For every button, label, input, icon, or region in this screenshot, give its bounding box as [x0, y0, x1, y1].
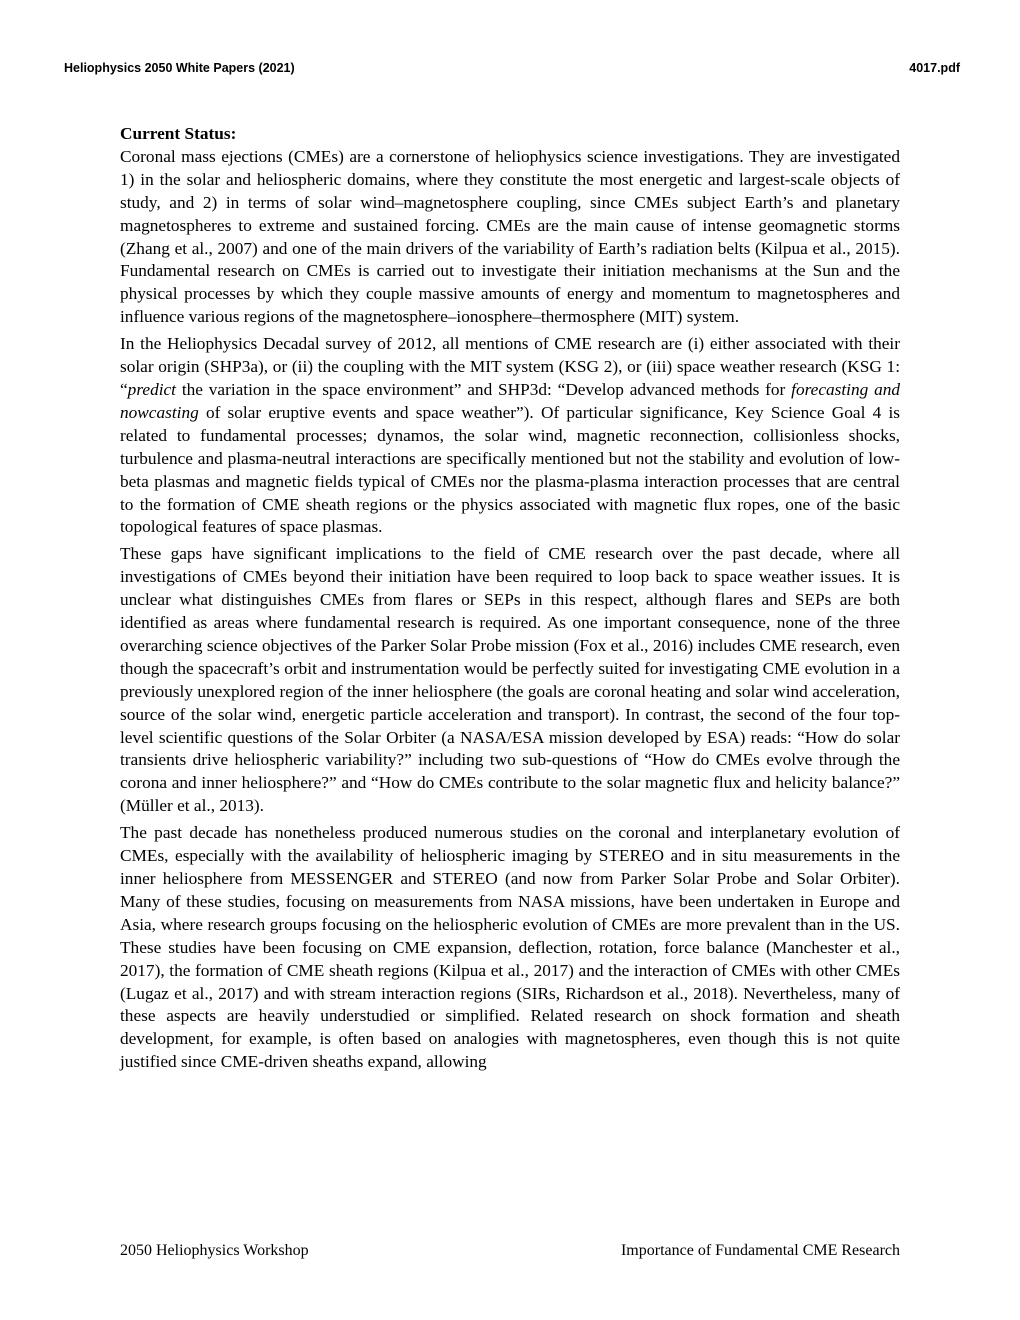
paragraph-1: Coronal mass ejections (CMEs) are a cornerstone of heliophysics science investigations. They are investigated 1) in the solar and heliospheric domains, where they constitute the most energetic and largest-scale objects of study, and 2) in terms of solar wind–magnetosphere coupling, since CMEs subject Earth’s and planetary magnetospheres to extreme and sustained forcing. CMEs are the main cause of intense geomagnetic storms (Zhang et al., 2007) and one of the main drivers of the variability of Earth’s radiation belts (Kilpua et al., 2015). Fundamental research on CMEs is carried out to investigate their initiation mechanisms at the Sun and the physical processes by which they couple massive amounts of energy and momentum to magnetospheres and influence various regions of the magnetosphere–ionosphere–thermosphere (MIT) system.: [120, 146, 900, 327]
paragraph-2-part-1: In the Heliophysics Decadal survey of 2012, all mentions of CME research are (i) either associated with their solar origin (SHP3a), or (ii) the coupling with the MIT system (KSG 2), or (iii) space weather research (KSG 1: “: [120, 334, 900, 399]
page-footer: [120, 1241, 900, 1261]
running-header: [64, 60, 960, 76]
paragraph-2-part-3: of solar eruptive events and space weather”). Of particular significance, Key Science Goal 4 is related to fundamental processes; dynamos, the solar wind, magnetic reconnection, collisionless shocks, turbulence and plasma-neutral interactions are specifically mentioned but not the stability and evolution of low-beta plasmas and magnetic fields typical of CMEs nor the plasma-plasma interaction processes that are central to the formation of CME sheath regions or the physics associated with magnetic flux ropes, one of the basic topological features of space plasmas.: [120, 402, 900, 537]
main-content: [120, 123, 900, 1078]
paragraph-2-emphasis-forecasting: forecasting and nowcasting: [120, 379, 901, 422]
paragraph-2-part-2: the variation in the space environment” and SHP3d: “Develop advanced methods for: [175, 379, 792, 399]
header-collection-title: Heliophysics 2050 White Papers (2021): [64, 61, 295, 75]
footer-paper-title: Importance of Fundamental CME Research: [620, 1242, 900, 1259]
header-file-name: 4017.pdf: [909, 61, 960, 75]
paragraph-2-emphasis-predict: predict: [127, 379, 176, 399]
section-heading: Current Status:: [120, 124, 237, 143]
paragraph-2: [120, 333, 900, 539]
paragraph-3: These gaps have significant implications to the field of CME research over the past decade, where all investigations of CMEs beyond their initiation have been required to loop back to space weather issues. It is unclear what distinguishes CMEs from flares or SEPs in this respect, although flares and SEPs are both identified as areas where fundamental research is required. As one important consequence, none of the three overarching science objectives of the Parker Solar Probe mission (Fox et al., 2016) includes CME research, even though the spacecraft’s orbit and instrumentation would be perfectly suited for investigating CME evolution in a previously unexplored region of the inner heliosphere (the goals are coronal heating and solar wind acceleration, source of the solar wind, energetic particle acceleration and transport). In contrast, the second of the four top-level scientific questions of the Solar Orbiter (a NASA/ESA mission developed by ESA) reads: “How do solar transients drive heliospheric variability?” including two sub-questions of “How do CMEs evolve through the corona and inner heliosphere?” and “How do CMEs contribute to the solar magnetic flux and helicity balance?” (Müller et al., 2013).: [120, 544, 900, 816]
footer-workshop-name: 2050 Heliophysics Workshop: [120, 1242, 309, 1259]
paragraph-4: The past decade has nonetheless produced numerous studies on the coronal and interplanetary evolution of CMEs, especially with the availability of heliospheric imaging by STEREO and in situ measurements in the inner heliosphere from MESSENGER and STEREO (and now from Parker Solar Probe and Solar Orbiter). Many of these studies, focusing on measurements from NASA missions, have been undertaken in Europe and Asia, where research groups focusing on the heliospheric evolution of CMEs are more prevalent than in the US. These studies have been focusing on CME expansion, deflection, rotation, force balance (Manchester et al., 2017), the formation of CME sheath regions (Kilpua et al., 2017) and the interaction of CMEs with other CMEs (Lugaz et al., 2017) and with stream interaction regions (SIRs, Richardson et al., 2018). Nevertheless, many of these aspects are heavily understudied or simplified. Related research on shock formation and sheath development, for example, is often based on analogies with magnetospheres, even though this is not quite justified since CME-driven sheaths expand, allowing: [120, 823, 900, 1072]
